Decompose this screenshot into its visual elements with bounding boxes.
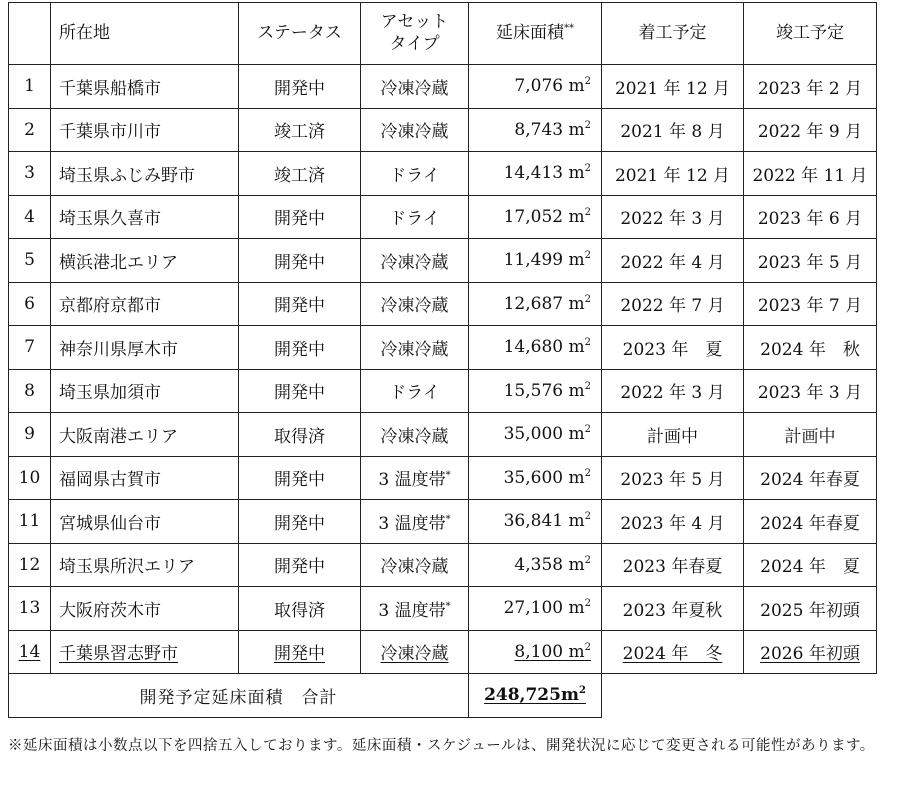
row-floor-area-value: 27,100 [503, 598, 564, 619]
row-completion [744, 65, 877, 109]
row-completion-text: 2024 年 秋 [760, 339, 860, 360]
row-construction-start-text: 2022 年 7 月 [620, 296, 725, 317]
row-asset-type-text: 冷凍冷蔵 [380, 557, 449, 578]
row-completion [744, 456, 877, 500]
row-completion [744, 630, 877, 674]
row-asset-type [361, 543, 469, 587]
row-construction-start-text: 2021 年 12 月 [614, 165, 731, 186]
row-completion-text: 2023 年 6 月 [757, 209, 863, 230]
header-floor-area-mark: ** [564, 22, 574, 34]
row-floor-area-unit: m [568, 76, 585, 97]
row-construction-start-text: 2021 年 12 月 [614, 78, 731, 99]
row-construction-start-text: 計画中 [647, 426, 698, 447]
footnote: ※延床面積は小数点以下を四捨五入しております。延床面積・スケジュールは、開発状況に応じて変更される可能性があります。 [8, 738, 875, 754]
row-construction-start [602, 108, 744, 152]
row-status [239, 630, 361, 674]
row-floor-area-unit: m [568, 337, 585, 358]
row-completion [744, 239, 877, 283]
table-row [9, 587, 877, 631]
row-status-text: 開発中 [274, 209, 325, 230]
row-number-text: 14 [18, 641, 41, 662]
row-construction-start-text: 2022 年 3 月 [620, 209, 725, 230]
row-floor-area [469, 152, 602, 196]
row-status [239, 282, 361, 326]
row-floor-area-unit: m [568, 119, 585, 140]
row-construction-start [602, 369, 744, 413]
row-number [9, 65, 51, 109]
row-number-text: 13 [18, 598, 41, 619]
row-floor-area-value: 17,052 [503, 206, 564, 227]
row-number-text: 3 [24, 163, 35, 184]
row-number-text: 9 [24, 424, 35, 445]
row-completion [744, 543, 877, 587]
row-floor-area-unit-power: 2 [584, 293, 591, 305]
row-floor-area-unit: m [568, 598, 585, 619]
row-asset-type [361, 326, 469, 370]
row-construction-start [602, 152, 744, 196]
row-number-text: 8 [24, 380, 35, 401]
row-status [239, 456, 361, 500]
row-construction-start-text: 2023 年夏秋 [622, 600, 723, 621]
row-status-text: 取得済 [274, 600, 325, 621]
row-construction-start [602, 65, 744, 109]
row-location-text: 横浜港北エリア [59, 252, 178, 273]
row-number [9, 282, 51, 326]
row-construction-start-text: 2022 年 4 月 [620, 252, 725, 273]
row-construction-start [602, 282, 744, 326]
row-construction-start [602, 587, 744, 631]
row-completion [744, 587, 877, 631]
row-location-text: 大阪南港エリア [59, 426, 178, 447]
table-row [9, 282, 877, 326]
row-asset-type [361, 108, 469, 152]
row-location [51, 500, 239, 544]
row-construction-start-text: 2022 年 3 月 [620, 383, 725, 404]
row-status [239, 152, 361, 196]
row-asset-type-text: ドライ [389, 209, 440, 230]
row-status [239, 500, 361, 544]
row-floor-area-value: 15,576 [503, 380, 564, 401]
row-completion [744, 326, 877, 370]
row-asset-type-mark: * [445, 600, 451, 612]
total-value-unit-power: 2 [578, 685, 586, 697]
table-row [9, 413, 877, 457]
row-asset-type-text: ドライ [389, 383, 440, 404]
row-completion [744, 195, 877, 239]
row-status-text: 開発中 [274, 557, 325, 578]
table-row [9, 326, 877, 370]
row-construction-start [602, 500, 744, 544]
total-value [469, 674, 602, 718]
row-status-text: 開発中 [274, 470, 325, 491]
row-status-text: 開発中 [274, 513, 325, 534]
row-asset-type [361, 413, 469, 457]
row-completion-text: 2025 年初頭 [760, 600, 860, 621]
row-floor-area [469, 108, 602, 152]
row-status-text: 竣工済 [274, 165, 325, 186]
row-asset-type-text: 冷凍冷蔵 [380, 78, 449, 99]
row-floor-area-unit-power: 2 [584, 554, 591, 566]
row-location-text: 埼玉県久喜市 [59, 209, 161, 230]
row-floor-area-unit: m [568, 511, 585, 532]
row-floor-area-value: 7,076 [514, 76, 564, 97]
row-floor-area-value: 14,680 [503, 337, 564, 358]
row-construction-start [602, 326, 744, 370]
row-status-text: 開発中 [274, 383, 325, 404]
row-completion [744, 369, 877, 413]
row-number [9, 108, 51, 152]
row-floor-area-unit-power: 2 [584, 163, 591, 175]
row-floor-area-value: 4,358 [514, 554, 564, 575]
table-row [9, 108, 877, 152]
header-completion: 竣工予定 [744, 3, 877, 65]
row-floor-area [469, 195, 602, 239]
row-location [51, 108, 239, 152]
row-asset-type [361, 65, 469, 109]
row-location [51, 369, 239, 413]
row-number [9, 587, 51, 631]
row-floor-area-value: 8,743 [514, 119, 564, 140]
row-location [51, 152, 239, 196]
row-floor-area-unit: m [568, 641, 585, 662]
row-asset-type-mark: * [445, 470, 451, 482]
row-floor-area [469, 326, 602, 370]
row-location [51, 413, 239, 457]
row-location-text: 千葉県船橋市 [59, 78, 161, 99]
table-row [9, 195, 877, 239]
row-asset-type-text: ドライ [389, 165, 440, 186]
header-floor-area-label: 延床面積 [496, 22, 564, 43]
row-floor-area [469, 65, 602, 109]
row-completion-text: 2024 年 夏 [760, 557, 860, 578]
row-floor-area-unit-power: 2 [584, 424, 591, 436]
row-number [9, 239, 51, 283]
row-status [239, 108, 361, 152]
row-floor-area [469, 630, 602, 674]
total-label: 開発予定延床面積 合計 [9, 674, 469, 718]
row-status-text: 開発中 [274, 644, 325, 665]
row-floor-area [469, 500, 602, 544]
row-number [9, 369, 51, 413]
row-asset-type [361, 630, 469, 674]
row-asset-type-text: 3 温度帯 [378, 470, 446, 491]
row-floor-area [469, 456, 602, 500]
row-floor-area-unit-power: 2 [584, 641, 591, 653]
header-location: 所在地 [51, 3, 239, 65]
table-row [9, 369, 877, 413]
row-completion-text: 2026 年初頭 [760, 644, 860, 665]
row-floor-area-unit-power: 2 [584, 380, 591, 392]
row-floor-area-unit: m [568, 206, 585, 227]
row-location [51, 630, 239, 674]
row-floor-area-value: 11,499 [503, 250, 564, 271]
row-floor-area [469, 282, 602, 326]
row-floor-area-unit-power: 2 [584, 511, 591, 523]
row-asset-type [361, 456, 469, 500]
row-completion-text: 2024 年春夏 [760, 470, 860, 491]
row-number-text: 4 [24, 206, 35, 227]
row-floor-area-unit: m [568, 380, 585, 401]
row-number-text: 1 [24, 76, 35, 97]
table-row [9, 456, 877, 500]
row-construction-start [602, 543, 744, 587]
row-number [9, 456, 51, 500]
row-construction-start-text: 2024 年 冬 [622, 644, 723, 665]
row-completion-text: 2022 年 9 月 [757, 122, 863, 143]
row-number-text: 10 [18, 467, 41, 488]
row-floor-area-unit-power: 2 [584, 206, 591, 218]
row-status [239, 65, 361, 109]
row-floor-area-unit: m [568, 467, 585, 488]
row-floor-area-unit-power: 2 [584, 337, 591, 349]
table-row [9, 65, 877, 109]
row-location [51, 543, 239, 587]
row-floor-area-unit-power: 2 [584, 119, 591, 131]
row-completion-text: 2023 年 3 月 [757, 383, 863, 404]
row-number [9, 326, 51, 370]
row-location-text: 埼玉県ふじみ野市 [59, 165, 195, 186]
row-location-text: 福岡県古賀市 [59, 470, 161, 491]
row-asset-type-text: 冷凍冷蔵 [380, 426, 449, 447]
row-location [51, 195, 239, 239]
row-asset-type-text: 冷凍冷蔵 [380, 252, 449, 273]
row-construction-start-text: 2023 年 5 月 [620, 470, 725, 491]
total-value-unit: m [560, 685, 579, 706]
row-floor-area-value: 35,600 [503, 467, 564, 488]
row-asset-type [361, 239, 469, 283]
row-location-text: 神奈川県厚木市 [59, 339, 178, 360]
row-asset-type [361, 282, 469, 326]
row-completion-text: 2024 年春夏 [760, 513, 860, 534]
row-status [239, 326, 361, 370]
table-header-row [9, 3, 877, 65]
row-asset-type [361, 369, 469, 413]
row-asset-type [361, 587, 469, 631]
row-location [51, 65, 239, 109]
row-construction-start [602, 413, 744, 457]
row-location [51, 282, 239, 326]
row-construction-start-text: 2023 年 夏 [622, 339, 723, 360]
row-asset-type-text: 冷凍冷蔵 [380, 296, 449, 317]
row-location [51, 239, 239, 283]
row-location [51, 587, 239, 631]
row-asset-type [361, 195, 469, 239]
row-status [239, 543, 361, 587]
row-number-text: 12 [18, 554, 41, 575]
row-construction-start-text: 2023 年春夏 [622, 557, 723, 578]
row-number [9, 413, 51, 457]
row-floor-area [469, 587, 602, 631]
row-status-text: 竣工済 [274, 122, 325, 143]
header-asset-type [361, 3, 469, 65]
row-asset-type [361, 152, 469, 196]
row-status [239, 369, 361, 413]
table-row [9, 152, 877, 196]
row-floor-area [469, 413, 602, 457]
row-completion [744, 413, 877, 457]
row-location-text: 千葉県習志野市 [59, 644, 178, 665]
row-number-text: 2 [24, 119, 35, 140]
row-number [9, 195, 51, 239]
row-completion [744, 108, 877, 152]
row-completion-text: 2023 年 2 月 [757, 78, 863, 99]
row-status-text: 開発中 [274, 78, 325, 99]
table-row [9, 630, 877, 674]
row-floor-area-unit-power: 2 [584, 250, 591, 262]
row-floor-area-unit-power: 2 [584, 598, 591, 610]
row-location [51, 456, 239, 500]
row-asset-type-text: 3 温度帯 [378, 513, 446, 534]
header-construction-start: 着工予定 [602, 3, 744, 65]
table-row [9, 543, 877, 587]
row-number [9, 630, 51, 674]
row-number-text: 7 [24, 337, 35, 358]
row-number [9, 500, 51, 544]
row-number-text: 6 [24, 293, 35, 314]
header-status: ステータス [239, 3, 361, 65]
row-floor-area-value: 12,687 [503, 293, 564, 314]
development-pipeline-table [8, 2, 877, 718]
row-asset-type-mark: * [445, 513, 451, 525]
header-number [9, 3, 51, 65]
row-floor-area-value: 36,841 [503, 511, 564, 532]
total-value-number: 248,725 [484, 685, 561, 706]
row-construction-start [602, 456, 744, 500]
total-row [9, 674, 877, 718]
row-status-text: 開発中 [274, 296, 325, 317]
row-asset-type-text: 冷凍冷蔵 [380, 339, 449, 360]
row-floor-area [469, 239, 602, 283]
row-completion [744, 500, 877, 544]
row-status [239, 587, 361, 631]
row-construction-start [602, 195, 744, 239]
row-completion-text: 2023 年 5 月 [757, 252, 863, 273]
row-status-text: 開発中 [274, 252, 325, 273]
row-floor-area-unit: m [568, 424, 585, 445]
row-status [239, 413, 361, 457]
row-completion-text: 計画中 [784, 426, 836, 447]
row-asset-type [361, 500, 469, 544]
row-location [51, 326, 239, 370]
row-construction-start [602, 630, 744, 674]
row-location-text: 大阪府茨木市 [59, 600, 161, 621]
row-construction-start [602, 239, 744, 283]
row-location-text: 千葉県市川市 [59, 122, 161, 143]
header-floor-area [469, 3, 602, 65]
row-asset-type-text: 3 温度帯 [378, 600, 446, 621]
row-status-text: 開発中 [274, 339, 325, 360]
row-floor-area-unit: m [568, 293, 585, 314]
row-location-text: 宮城県仙台市 [59, 513, 161, 534]
header-asset-type-line2: タイプ [389, 33, 440, 54]
row-floor-area-unit: m [568, 163, 585, 184]
row-construction-start-text: 2021 年 8 月 [620, 122, 725, 143]
row-completion-text: 2022 年 11 月 [752, 165, 868, 186]
row-location-text: 埼玉県加須市 [59, 383, 161, 404]
row-construction-start-text: 2023 年 4 月 [620, 513, 725, 534]
row-floor-area-unit-power: 2 [584, 76, 591, 88]
row-completion [744, 152, 877, 196]
row-floor-area-value: 14,413 [503, 163, 564, 184]
row-completion-text: 2023 年 7 月 [757, 296, 863, 317]
row-location-text: 京都府京都市 [59, 296, 161, 317]
table-row [9, 239, 877, 283]
row-floor-area-unit: m [568, 554, 585, 575]
row-floor-area-unit: m [568, 250, 585, 271]
row-floor-area [469, 543, 602, 587]
row-location-text: 埼玉県所沢エリア [59, 557, 195, 578]
row-completion [744, 282, 877, 326]
row-floor-area-unit-power: 2 [584, 467, 591, 479]
row-number-text: 5 [24, 250, 35, 271]
row-number-text: 11 [18, 511, 41, 532]
row-floor-area-value: 35,000 [503, 424, 564, 445]
row-floor-area-value: 8,100 [514, 641, 564, 662]
row-status [239, 239, 361, 283]
header-asset-type-line1: アセット [380, 12, 449, 33]
row-number [9, 543, 51, 587]
row-floor-area [469, 369, 602, 413]
row-asset-type-text: 冷凍冷蔵 [380, 122, 449, 143]
row-status [239, 195, 361, 239]
row-number [9, 152, 51, 196]
row-asset-type-text: 冷凍冷蔵 [380, 644, 449, 665]
row-status-text: 取得済 [274, 426, 325, 447]
total-empty-space [602, 674, 877, 718]
table-row [9, 500, 877, 544]
